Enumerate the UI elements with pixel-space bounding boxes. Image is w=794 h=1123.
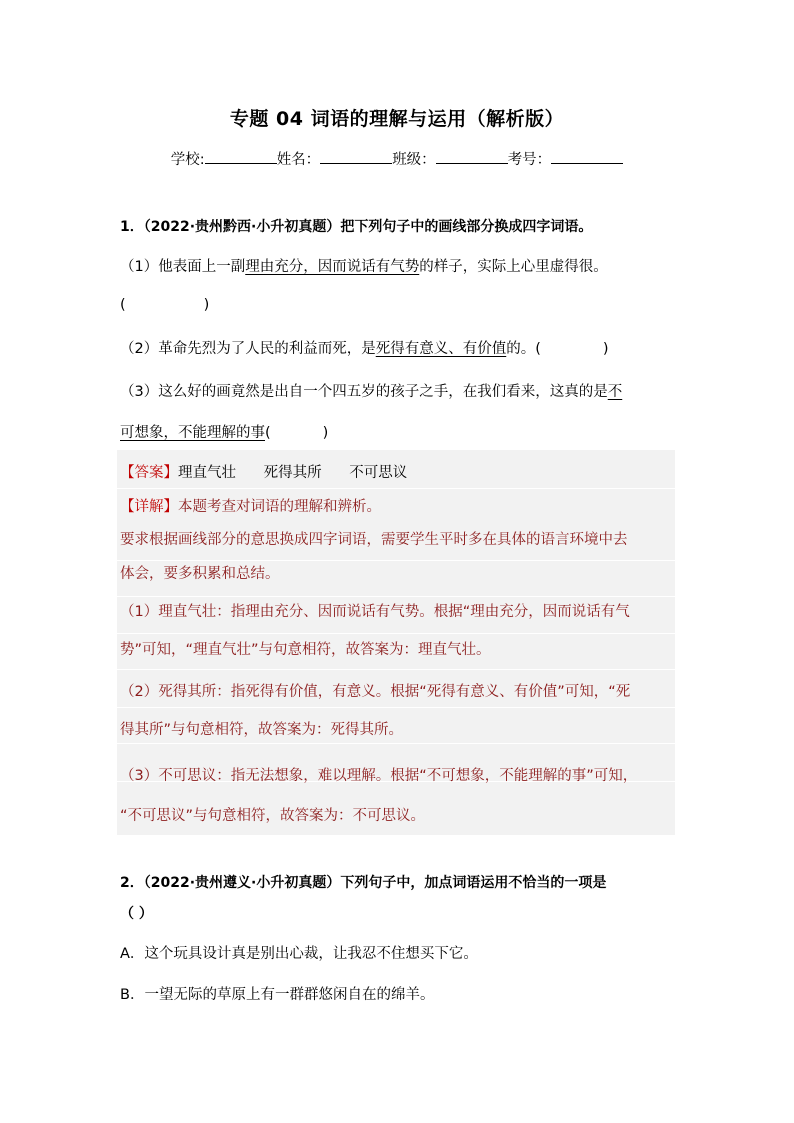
q1-s3-underlined: 可想象，不能理解的事 <box>120 425 265 441</box>
q1-s1-answer-blank[interactable] <box>120 297 209 313</box>
answer-text: 理直气壮 死得其所 不可思议 <box>178 465 408 481</box>
option-b-text: B．一望无际的草原上有一群群 <box>120 987 319 1003</box>
page-title: 专题 04 词语的理解与运用（解析版） <box>229 108 565 130</box>
question-2-answer-blank[interactable]: （ ） <box>120 906 153 922</box>
name-blank[interactable] <box>320 149 392 164</box>
detail-text: 本题考查对词语的理解和辨析。 <box>178 499 381 515</box>
option-b[interactable] <box>120 983 434 1004</box>
q1-s3-underlined-start: 不 <box>607 384 623 400</box>
student-info-line <box>0 148 794 169</box>
detail-line-9: “不可思议”与句意相符，故答案为：不可思议。 <box>120 808 426 824</box>
option-a[interactable] <box>120 942 478 963</box>
number-blank[interactable] <box>551 149 623 164</box>
option-a-text: A．这个玩具设计真是 <box>120 946 261 962</box>
paren-open: ( <box>120 297 126 313</box>
answer-line <box>120 461 407 482</box>
q1-s1-text-end: 的样子，实际上心里虚得很。 <box>419 259 608 275</box>
q1-s3-text: （3）这么好的画竟然是出自一个四五岁的孩子之手，在我们看来，这真的是 <box>120 384 608 400</box>
option-a-dotted-word: 别出心裁 <box>260 946 319 962</box>
detail-line-1 <box>120 495 381 516</box>
school-label: 学校: <box>170 152 205 168</box>
detail-tag: 【详解】 <box>120 499 178 515</box>
detail-line-5: 势”可知，“理直气壮”与句意相符，故答案为：理直气壮。 <box>120 642 491 658</box>
class-label: 班级： <box>392 152 436 168</box>
name-label: 姓名： <box>276 152 321 168</box>
q1-sentence-2 <box>120 337 609 358</box>
paren-close: ) <box>602 341 609 357</box>
option-b-dotted-word: 悠闲自在 <box>318 987 377 1003</box>
detail-line-3: 体会，要多积累和总结。 <box>120 566 280 582</box>
q1-s2-text: （2）革命先烈为了人民的利益而死，是 <box>120 341 376 357</box>
class-blank[interactable] <box>436 149 508 164</box>
detail-line-8: （3）不可思议：指无法想象，难以理解。根据“不可想象，不能理解的事”可知， <box>120 768 638 784</box>
q1-s1-underlined: 理由充分，因而说话有气势 <box>245 259 420 275</box>
school-blank[interactable] <box>205 149 277 164</box>
detail-line-6: （2）死得其所：指死得有价值，有意义。根据“死得有意义、有价值”可知，“死 <box>120 684 631 700</box>
detail-line-4: （1）理直气壮：指理由充分、因而说话有气势。根据“理由充分，因而说话有气 <box>120 604 630 620</box>
q1-sentence-3-cont <box>120 421 328 442</box>
number-label: 考号： <box>507 152 552 168</box>
option-a-text-end: ，让我忍不住想买下它。 <box>318 946 478 962</box>
option-b-text-end: 的绵羊。 <box>376 987 435 1003</box>
question-2-heading: 2．（2022·贵州遵义·小升初真题）下列句子中，加点词语运用不恰当的一项是 <box>120 875 607 891</box>
paren-open: ( <box>265 425 271 441</box>
q1-sentence-3 <box>120 380 622 401</box>
paren-close: ) <box>203 297 210 313</box>
paren-close: ) <box>322 425 329 441</box>
answer-tag: 【答案】 <box>120 465 178 481</box>
q1-sentence-1 <box>120 255 608 276</box>
q1-s1-text: （1）他表面上一副 <box>120 259 246 275</box>
detail-line-2: 要求根据画线部分的意思换成四字词语，需要学生平时多在具体的语言环境中去 <box>120 532 628 548</box>
question-1-heading: 1．（2022·贵州黔西·小升初真题）把下列句子中的画线部分换成四字词语。 <box>120 219 593 235</box>
q1-s2-underlined: 死得有意义、有价值 <box>375 341 507 357</box>
detail-line-7: 得其所”与句意相符，故答案为：死得其所。 <box>120 722 404 738</box>
q1-s2-text-end: 的。( <box>506 341 541 357</box>
